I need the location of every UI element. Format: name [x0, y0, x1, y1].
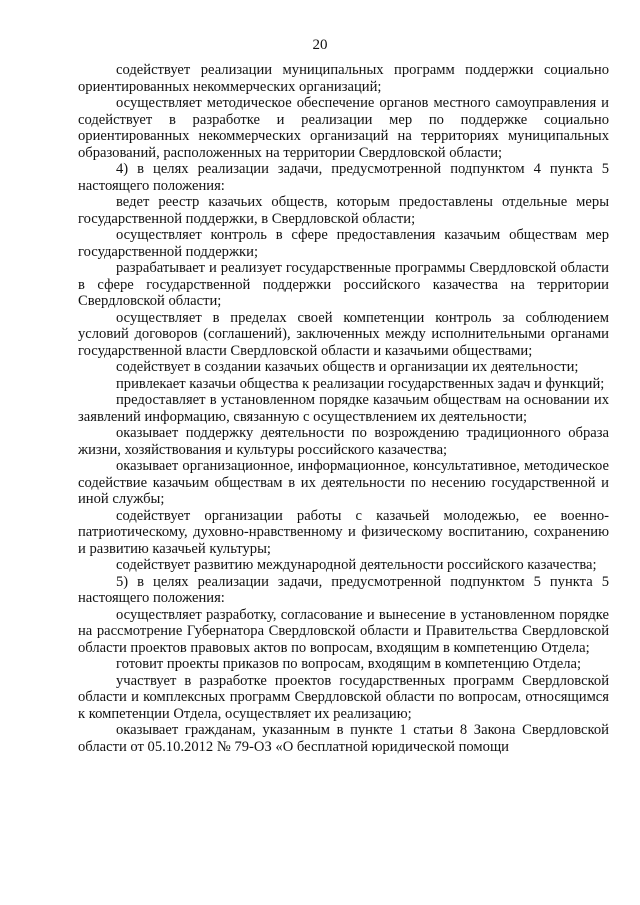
paragraph-7: осуществляет в пределах своей компетенции контроль за соблюдением условий договоров (соглашений), заключенных между исполнительными органами государственной власти Свердловской области и казачьими обществами;: [78, 309, 609, 359]
paragraph-18: участвует в разработке проектов государственных программ Свердловской области и комплексных программ Свердловской области по вопросам, относящимся к компетенции Отдела, осуществляет их реализацию;: [78, 672, 609, 722]
paragraph-15: 5) в целях реализации задачи, предусмотренной подпунктом 5 пункта 5 настоящего положения:: [78, 573, 609, 606]
paragraph-16: осуществляет разработку, согласование и вынесение в установленном порядке на рассмотрение Губернатора Свердловской области и Правительства Свердловской области проектов правовых актов по вопросам, входящим в компетенцию Отдела;: [78, 606, 609, 656]
paragraph-14: содействует развитию международной деятельности российского казачества;: [116, 557, 597, 573]
paragraph-12: оказывает организационное, информационное, консультативное, методическое содействие казачьим обществам в их деятельности по несению государственной и иной службы;: [78, 458, 609, 507]
paragraph-6: разрабатывает и реализует государственные программы Свердловской области в сфере государственной поддержки российского казачества на территории Свердловской области;: [78, 260, 609, 309]
paragraph-1: содействует реализации муниципальных программ поддержки социально ориентированных некоммерческих организаций;: [78, 62, 609, 95]
paragraph-19: оказывает гражданам, указанным в пункте 1 статьи 8 Закона Свердловской области от 05.10.2012 № 79-ОЗ «О бесплатной юридической помощи: [78, 722, 609, 755]
paragraph-10: предоставляет в установленном порядке казачьим обществам на основании их заявлений информацию, связанную с осуществлением их деятельности;: [78, 392, 609, 425]
paragraph-5: осуществляет контроль в сфере предоставления казачьим обществам мер государственной поддержки;: [78, 227, 609, 260]
paragraph-17: готовит проекты приказов по вопросам, входящим в компетенцию Отдела;: [116, 656, 582, 672]
paragraph-2: осуществляет методическое обеспечение органов местного самоуправления и содействует в разработке и реализации мер по поддержке социально ориентированных некоммерческих организаций на территориях муниципальных образований, расположенных на территории Свердловской области;: [78, 95, 609, 161]
paragraph-13: содействует организации работы с казачьей молодежью, ее военно-патриотическому, духовно-нравственному и физическому воспитанию, сохранению и развитию казачьей культуры;: [78, 507, 609, 557]
document-body: [78, 62, 609, 755]
paragraph-11: оказывает поддержку деятельности по возрождению традиционного образа жизни, хозяйствования и культуры российского казачества;: [78, 425, 609, 458]
page-number: 20: [312, 37, 328, 53]
paragraph-9: привлекает казачьи общества к реализации государственных задач и функций;: [116, 375, 605, 392]
paragraph-3: 4) в целях реализации задачи, предусмотренной подпунктом 4 пункта 5 настоящего положения:: [78, 161, 609, 194]
paragraph-4: ведет реестр казачьих обществ, которым предоставлены отдельные меры государственной поддержки, в Свердловской области;: [78, 194, 609, 227]
paragraph-8: содействует в создании казачьих обществ и организации их деятельности;: [116, 359, 579, 375]
